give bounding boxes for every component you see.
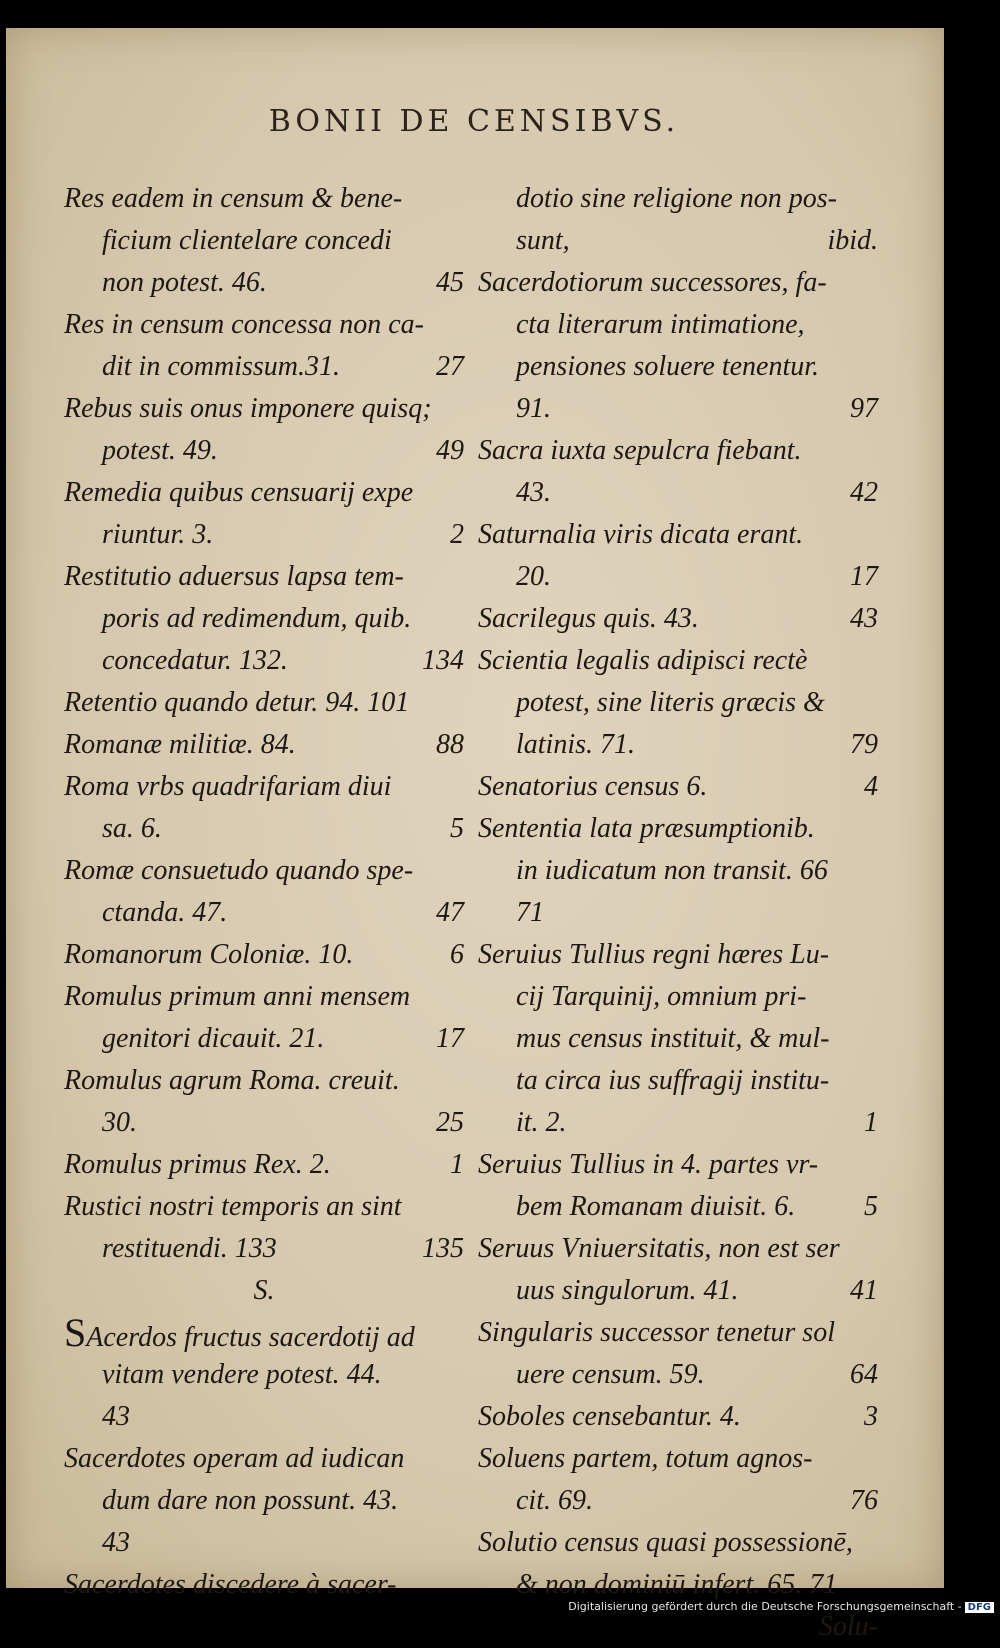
index-line xyxy=(64,1228,464,1270)
index-entry-text: Seruius Tullius in 4. partes vr- xyxy=(478,1149,819,1180)
page-reference: 41 xyxy=(850,1275,878,1306)
index-line xyxy=(64,304,464,346)
index-entry-text: mus census instituit, & mul- xyxy=(516,1023,830,1054)
index-line xyxy=(478,724,878,766)
index-line xyxy=(478,808,878,850)
page-reference: 79 xyxy=(850,729,878,760)
index-line xyxy=(478,850,878,892)
index-line xyxy=(64,1438,464,1480)
index-line xyxy=(64,1102,464,1144)
index-entry-text: Sacra iuxta sepulcra fiebant. xyxy=(478,435,802,466)
index-entry-text: latinis. 71. xyxy=(516,729,636,760)
drop-cap: S xyxy=(64,1310,87,1355)
page-reference: 49 xyxy=(436,435,464,466)
page-reference: 2 xyxy=(450,519,464,550)
digitization-credit xyxy=(568,1600,994,1613)
page-header: BONII DE CENSIBVS. xyxy=(268,104,680,139)
index-entry-text: Saturnalia viris dicata erant. xyxy=(478,519,804,550)
index-entry-text: Romanæ militiæ. 84. xyxy=(64,729,296,760)
index-line xyxy=(64,430,464,472)
index-entry-text: Sacerdotiorum successores, fa- xyxy=(478,267,827,298)
index-entry-text: Romulus agrum Roma. creuit. xyxy=(64,1065,400,1096)
index-entry-text: riuntur. 3. xyxy=(102,519,214,550)
index-line xyxy=(64,262,464,304)
index-entry-text: pensiones soluere tenentur. xyxy=(516,351,820,382)
index-entry-text: Retentio quando detur. 94. 101 xyxy=(64,687,410,718)
index-line xyxy=(478,346,878,388)
index-entry-text: 91. xyxy=(516,393,551,424)
index-entry-text: uus singulorum. 41. xyxy=(516,1275,739,1306)
page-reference: 88 xyxy=(436,729,464,760)
index-line xyxy=(478,1186,878,1228)
index-line xyxy=(478,598,878,640)
index-line xyxy=(478,472,878,514)
index-line xyxy=(478,430,878,472)
credit-text: Digitalisierung gefördert durch die Deutsche Forschungsgemeinschaft - xyxy=(568,1600,962,1613)
index-line xyxy=(478,1228,878,1270)
index-entry-text: uere censum. 59. xyxy=(516,1359,705,1390)
index-line xyxy=(64,388,464,430)
index-entry-text: sa. 6. xyxy=(102,813,162,844)
index-entry-text: 43 xyxy=(102,1401,130,1432)
index-line xyxy=(478,556,878,598)
index-line xyxy=(64,178,464,220)
index-line xyxy=(64,1186,464,1228)
index-line xyxy=(478,1018,878,1060)
index-entry-text: Restitutio aduersus lapsa tem- xyxy=(64,561,404,592)
index-entry-text: 71 xyxy=(516,897,544,928)
page-reference: 1 xyxy=(864,1107,878,1138)
page-reference: 17 xyxy=(850,561,878,592)
index-entry-text: 30. xyxy=(102,1107,137,1138)
index-line xyxy=(64,976,464,1018)
index-line xyxy=(478,892,878,934)
index-entry-text: Rustici nostri temporis an sint xyxy=(64,1191,402,1222)
index-entry-text: Seruius Tullius regni hæres Lu- xyxy=(478,939,830,970)
index-line xyxy=(478,1396,878,1438)
index-entry-text: Solu- xyxy=(818,1611,878,1642)
index-line xyxy=(478,1522,878,1564)
index-line xyxy=(478,304,878,346)
index-entry-text: ficium clientelare concedi xyxy=(102,225,392,256)
index-entry-text: Roma vrbs quadrifariam diui xyxy=(64,771,392,802)
page-reference: 3 xyxy=(864,1401,878,1432)
index-entry-text: S. xyxy=(253,1275,275,1306)
index-line xyxy=(478,388,878,430)
index-entry-text: & non dominiū infert. 65. 71 xyxy=(516,1569,838,1600)
index-line xyxy=(64,934,464,976)
index-entry-text: dotio sine religione non pos- xyxy=(516,183,837,214)
page-reference: 42 xyxy=(850,477,878,508)
index-line xyxy=(64,1312,464,1354)
index-entry-text: cit. 69. xyxy=(516,1485,593,1516)
index-entry-text: Sacerdotes operam ad iudican xyxy=(64,1443,405,1474)
page-reference: 64 xyxy=(850,1359,878,1390)
index-line xyxy=(64,1564,464,1606)
page-reference: 5 xyxy=(864,1191,878,1222)
index-entry-text: bem Romanam diuisit. 6. xyxy=(516,1191,796,1222)
index-entry-text: poris ad redimendum, quib. xyxy=(102,603,412,634)
index-entry-text: dit in commissum.31. xyxy=(102,351,340,382)
index-line xyxy=(64,346,464,388)
index-entry-text: Acerdos fructus sacerdotij ad xyxy=(86,1322,415,1353)
index-entry-text: 43. xyxy=(516,477,551,508)
index-line xyxy=(64,766,464,808)
index-line xyxy=(478,178,878,220)
index-entry-text: Seruus Vniuersitatis, non est ser xyxy=(478,1233,840,1264)
page-reference: 4 xyxy=(864,771,878,802)
index-entry-text: Romæ consuetudo quando spe- xyxy=(64,855,414,886)
index-entry-text: vitam vendere potest. 44. xyxy=(102,1359,382,1390)
index-entry-text: 20. xyxy=(516,561,551,592)
page-reference: 97 xyxy=(850,393,878,424)
index-line xyxy=(478,1060,878,1102)
page-reference: 47 xyxy=(436,897,464,928)
index-entry-text: dum dare non possunt. 43. xyxy=(102,1485,399,1516)
index-line xyxy=(64,892,464,934)
index-line xyxy=(64,1060,464,1102)
index-entry-text: potest, sine literis græcis & xyxy=(516,687,825,718)
index-entry-text: Rebus suis onus imponere quisq; xyxy=(64,393,432,424)
index-line xyxy=(64,556,464,598)
index-entry-text: Soboles censebantur. 4. xyxy=(478,1401,741,1432)
page-reference: 43 xyxy=(850,603,878,634)
index-line xyxy=(478,640,878,682)
index-entry-text: concedatur. 132. xyxy=(102,645,288,676)
index-line xyxy=(64,640,464,682)
index-line xyxy=(64,1480,464,1522)
index-entry-text: Solutio census quasi possessionē, xyxy=(478,1527,853,1558)
index-line xyxy=(64,514,464,556)
index-entry-text: potest. 49. xyxy=(102,435,218,466)
index-entry-text: Res in censum concessa non ca- xyxy=(64,309,425,340)
index-line xyxy=(64,1522,464,1564)
page-reference: 25 xyxy=(436,1107,464,1138)
index-line xyxy=(478,1438,878,1480)
page-reference: 135 xyxy=(422,1233,464,1264)
index-entry-text: in iudicatum non transit. 66 xyxy=(516,855,828,886)
index-line xyxy=(64,472,464,514)
index-line xyxy=(478,514,878,556)
index-entry-text: non potest. 46. xyxy=(102,267,267,298)
index-entry-text: ctanda. 47. xyxy=(102,897,228,928)
index-line xyxy=(64,1354,464,1396)
index-entry-text: Res eadem in censum & bene- xyxy=(64,183,403,214)
index-line xyxy=(64,1270,464,1312)
page-reference: 134 xyxy=(422,645,464,676)
index-entry-text: Soluens partem, totum agnos- xyxy=(478,1443,813,1474)
page-reference: 27 xyxy=(436,351,464,382)
index-line xyxy=(478,1270,878,1312)
index-line xyxy=(478,682,878,724)
index-line xyxy=(478,1144,878,1186)
dfg-logo: DFG xyxy=(965,1602,994,1613)
index-line xyxy=(478,220,878,262)
index-line xyxy=(478,766,878,808)
page-reference: 1 xyxy=(450,1149,464,1180)
index-line xyxy=(478,1354,878,1396)
index-column-right xyxy=(478,178,878,1648)
index-line xyxy=(64,682,464,724)
page-reference: ibid. xyxy=(827,225,878,256)
index-entry-text: Romulus primus Rex. 2. xyxy=(64,1149,331,1180)
index-line xyxy=(478,1480,878,1522)
index-entry-text: genitori dicauit. 21. xyxy=(102,1023,325,1054)
index-entry-text: Romulus primum anni mensem xyxy=(64,981,411,1012)
index-entry-text: ta circa ius suffragij institu- xyxy=(516,1065,830,1096)
index-entry-text: Sententia lata præsumptionib. xyxy=(478,813,815,844)
index-line xyxy=(64,724,464,766)
index-line xyxy=(478,1312,878,1354)
index-entry-text: restituendi. 133 xyxy=(102,1233,277,1264)
index-entry-text: Remedia quibus censuarij expe xyxy=(64,477,414,508)
page-reference: 6 xyxy=(450,939,464,970)
index-line xyxy=(64,808,464,850)
index-entry-text: Romanorum Coloniæ. 10. xyxy=(64,939,354,970)
index-line xyxy=(64,1144,464,1186)
index-entry-text: it. 2. xyxy=(516,1107,567,1138)
index-entry-text: cij Tarquinij, omnium pri- xyxy=(516,981,807,1012)
index-entry-text: cta literarum intimatione, xyxy=(516,309,805,340)
index-entry-text: Senatorius census 6. xyxy=(478,771,708,802)
index-column-left xyxy=(64,178,464,1606)
page-reference: 17 xyxy=(436,1023,464,1054)
index-line xyxy=(478,976,878,1018)
index-entry-text: 43 xyxy=(102,1527,130,1558)
index-line xyxy=(478,934,878,976)
index-line xyxy=(64,1018,464,1060)
index-line xyxy=(64,850,464,892)
page-reference: 76 xyxy=(850,1485,878,1516)
index-line xyxy=(64,220,464,262)
index-entry-text: Singularis successor tenetur sol xyxy=(478,1317,835,1348)
index-entry-text: Scientia legalis adipisci rectè xyxy=(478,645,808,676)
index-entry-text: Sacrilegus quis. 43. xyxy=(478,603,699,634)
page-reference: 5 xyxy=(450,813,464,844)
index-entry-text: Sacerdotes discedere à sacer- xyxy=(64,1569,397,1600)
index-line xyxy=(478,262,878,304)
index-line xyxy=(64,598,464,640)
page-reference: 45 xyxy=(436,267,464,298)
index-entry-text: sunt, xyxy=(516,225,570,256)
index-line xyxy=(64,1396,464,1438)
index-line xyxy=(478,1102,878,1144)
